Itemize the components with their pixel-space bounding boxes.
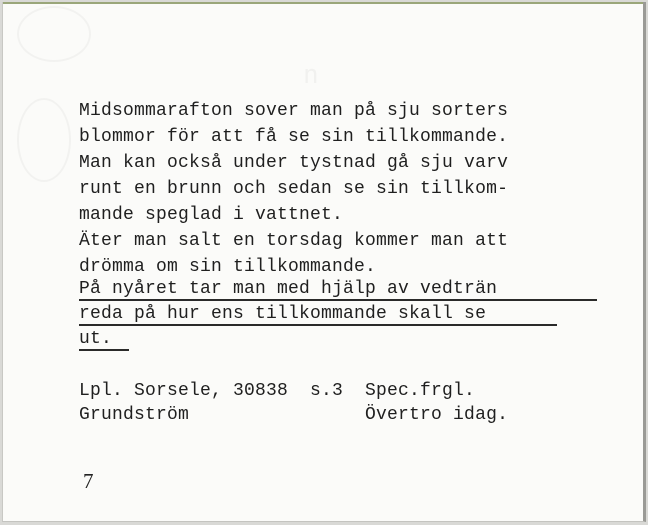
text-line-5: mande speglad i vattnet.	[79, 205, 344, 225]
card-top-edge	[3, 2, 643, 4]
card-number: 7	[83, 469, 94, 493]
underline	[79, 324, 557, 326]
text-line-7: drömma om sin tillkommande.	[79, 257, 377, 277]
text-line-10: ut.	[79, 329, 113, 349]
text-line-1: Midsommarafton sover man på sju sorters	[79, 101, 509, 121]
informant-line: Grundström Övertro idag.	[79, 405, 509, 425]
text-line-2: blommor för att få se sin tillkommande.	[79, 127, 509, 147]
bleed-through-mark	[17, 6, 91, 62]
text-line-8: På nyåret tar man med hjälp av vedträn	[79, 279, 498, 299]
underline	[79, 349, 129, 351]
bleed-through-mark	[17, 98, 71, 182]
source-line: Lpl. Sorsele, 30838 s.3 Spec.frgl.	[79, 381, 476, 401]
text-line-6: Äter man salt en torsdag kommer man att	[79, 231, 509, 251]
text-line-3: Man kan också under tystnad gå sju varv	[79, 153, 509, 173]
underline	[79, 299, 597, 301]
bleed-through-mark	[303, 60, 319, 90]
archive-card	[2, 2, 646, 522]
text-line-9: reda på hur ens tillkommande skall se	[79, 304, 487, 324]
text-line-4: runt en brunn och sedan se sin tillkom-	[79, 179, 509, 199]
